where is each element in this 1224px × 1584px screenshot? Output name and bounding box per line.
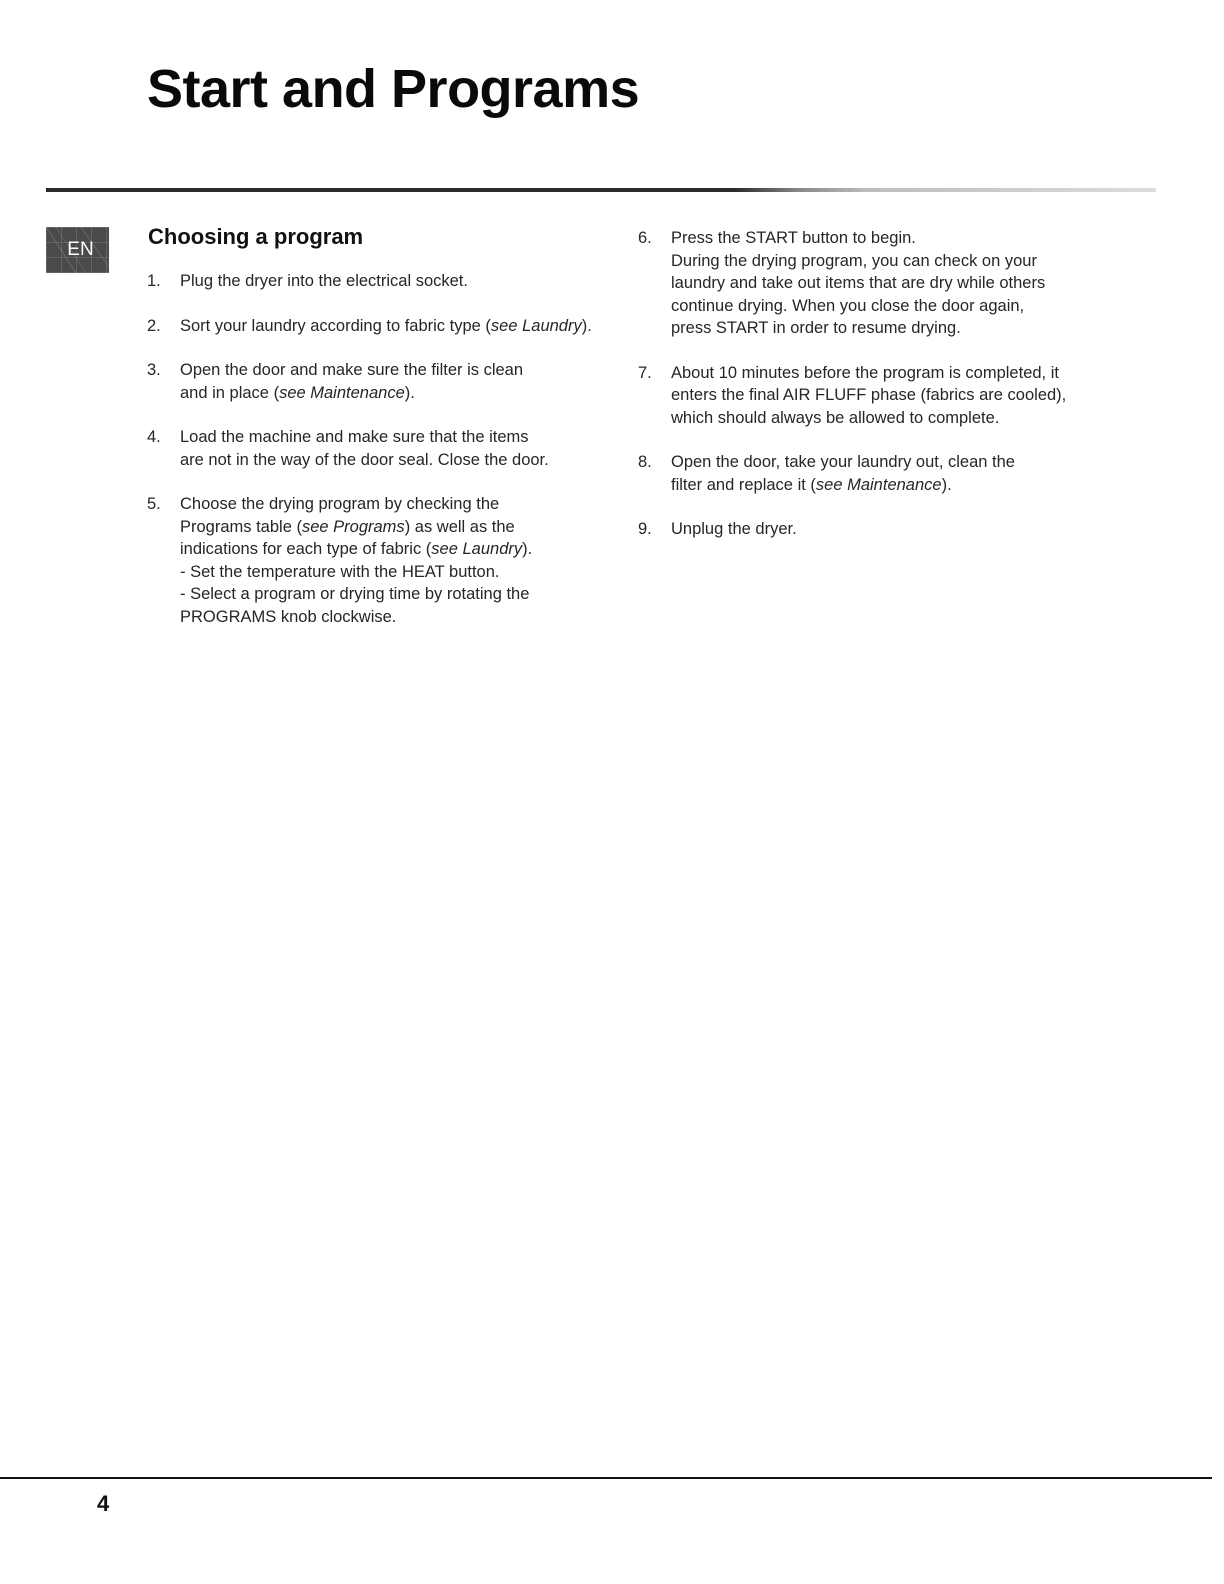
step-number: 3. (147, 361, 161, 379)
title-divider (46, 188, 1156, 192)
step-text: Sort your laundry according to fabric type ( (180, 316, 491, 335)
step-text: ). (941, 475, 952, 494)
step-text: Unplug the dryer. (671, 520, 797, 538)
step-number: 1. (147, 272, 161, 290)
language-code: EN (67, 239, 94, 260)
step-text: Load the machine and make sure that the items (180, 428, 529, 446)
step-number: 2. (147, 316, 161, 335)
footer-divider (0, 1477, 1212, 1479)
step-number: 7. (638, 363, 652, 382)
step-subitem: - Set the temperature with the HEAT button. (180, 562, 500, 581)
step-text: Press the START button to begin. (671, 229, 916, 247)
list-item (638, 227, 1068, 340)
step-text: Choose the drying program by checking the (180, 495, 500, 513)
cross-reference: see Maintenance (279, 383, 405, 402)
step-text: Plug the dryer into the electrical socket. (180, 272, 468, 290)
list-item (147, 270, 597, 293)
step-text: are not in the way of the door seal. Close the door. (180, 450, 549, 469)
step-subitem: - Select a program or drying time by rotating the PROGRAMS knob clockwise. (180, 585, 530, 626)
steps-list-right (638, 227, 1068, 563)
step-text: and in place ( (180, 383, 280, 402)
step-number: 5. (147, 495, 161, 513)
cross-reference: see Laundry (490, 316, 582, 335)
step-text: Open the door and make sure the filter is clean (180, 361, 524, 379)
list-item (147, 493, 597, 628)
step-number: 6. (638, 229, 652, 247)
step-text: During the drying program, you can check on your laundry and take out items that are dry while others continue drying. When you close the door again, press START in order to resume drying. (671, 251, 1046, 337)
step-text: ). (522, 540, 533, 558)
step-number: 8. (638, 453, 652, 471)
step-text: filter and replace it ( (671, 475, 816, 494)
section-heading: Choosing a program (148, 224, 364, 249)
cross-reference: see Laundry (431, 540, 523, 558)
cross-reference: see Maintenance (815, 475, 942, 494)
list-item (147, 315, 597, 338)
language-badge (46, 227, 109, 273)
step-text: ). (404, 383, 415, 402)
step-number: 9. (638, 520, 652, 538)
step-text: ) as well as the indications for each type of fabric ( (180, 517, 515, 558)
page-title: Start and Programs (147, 59, 640, 119)
list-item (147, 426, 597, 471)
list-item (638, 362, 1068, 430)
steps-list-left (147, 270, 597, 650)
step-text: Programs table ( (180, 517, 302, 536)
step-text: About 10 minutes before the program is completed, it enters the final AIR FLUFF phase (fabrics are cooled), which should always be allowed to complete. (671, 363, 1067, 427)
list-item (638, 518, 1068, 541)
cross-reference: see Programs (301, 517, 405, 536)
list-item (147, 359, 597, 404)
step-text: Open the door, take your laundry out, clean the (671, 453, 1015, 471)
page-number: 4 (97, 1491, 110, 1516)
list-item (638, 451, 1068, 496)
step-number: 4. (147, 428, 161, 446)
step-text: ). (581, 316, 592, 335)
